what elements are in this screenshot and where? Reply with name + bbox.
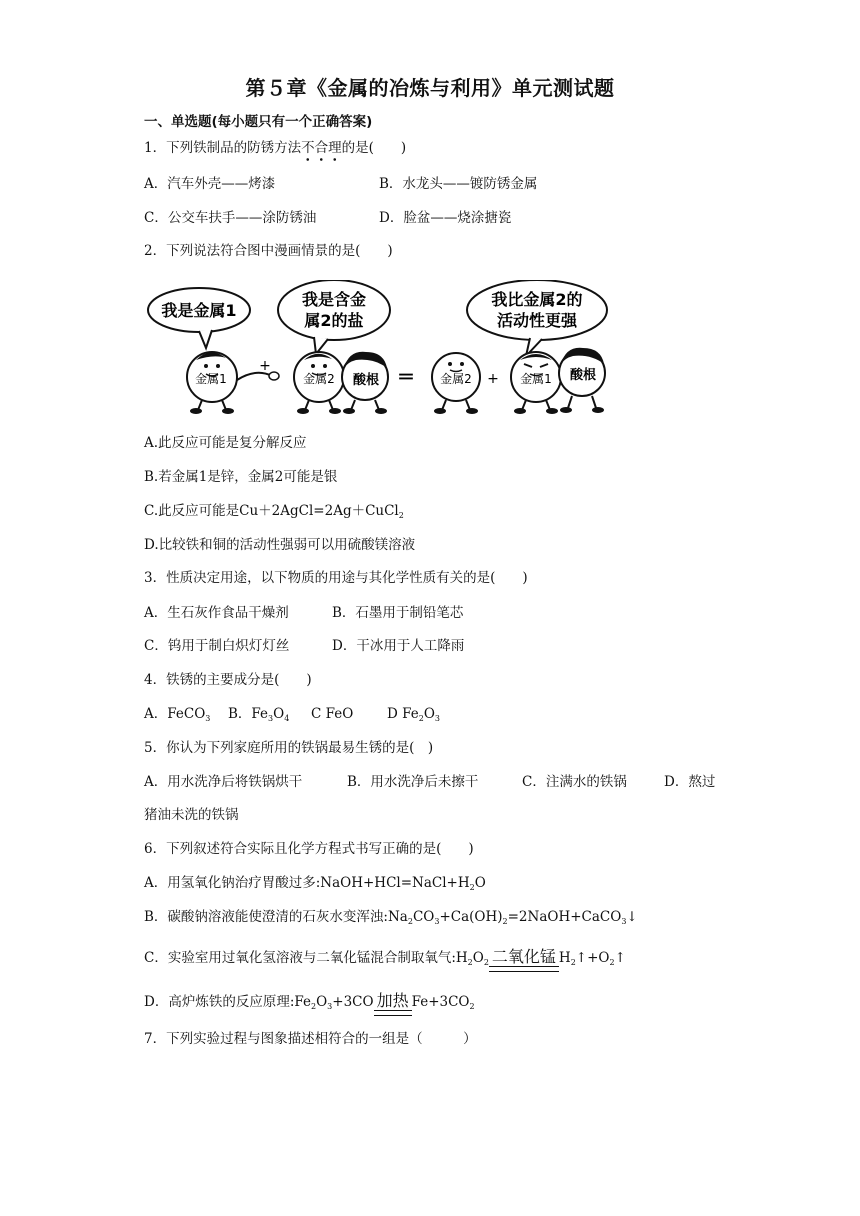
question-4-stem: 4．铁锈的主要成分是( ) [144, 672, 312, 688]
stem-text: 的是( ) [341, 140, 407, 156]
option-d: D．脸盆——烧涂搪瓷 [379, 210, 512, 226]
bubble-tail [199, 330, 212, 348]
page-title: 第５章《金属的冶炼与利用》单元测试题 [245, 76, 615, 100]
question-6-stem: 6．下列叙述符合实际且化学方程式书写正确的是( ) [144, 841, 474, 857]
option-text: C.此反应可能是Cu＋2AgCl=2Ag＋CuCl [144, 503, 399, 519]
section-heading: 一、单选题(每小题只有一个正确答案) [144, 114, 373, 130]
speech-bubble [467, 280, 607, 340]
metal-2-product-label: 金属2 [440, 372, 472, 386]
question-2-option-a: A.此反应可能是复分解反应 [144, 435, 307, 451]
acid-root-product-character [559, 348, 605, 413]
metal-1-label: 金属1 [195, 372, 227, 386]
option-b: B．$Fe_3O_4$ [228, 706, 290, 723]
bubble-2-line-1: 我是含金 [301, 290, 367, 309]
acid-root-product-label: 酸根 [569, 368, 597, 383]
question-5-option-d-continued: 猪油未洗的铁锅 [144, 807, 239, 823]
reaction-condition: 二氧化锰 [489, 949, 559, 972]
plus-sign: + [259, 358, 271, 374]
bubble-3-line-1: 我比金属2的 [491, 290, 583, 309]
question-6-option-a: A．用氢氧化钠治疗胃酸过多$:NaOH+HCl=NaCl+H_2O$ [144, 875, 486, 892]
question-3-options-row-1 [144, 604, 463, 622]
question-5-options [144, 773, 715, 791]
question-2-stem: 2．下列说法符合图中漫画情景的是( ) [144, 243, 393, 259]
option-b: B．用水洗净后未擦干 [347, 774, 479, 790]
question-5-stem: 5．你认为下列家庭所用的铁锅最易生锈的是( ) [144, 740, 434, 756]
metal-2-product-character [432, 353, 480, 414]
question-1-options-row-1 [144, 175, 537, 193]
metal-1-product-label: 金属1 [520, 372, 552, 386]
option-a: A．生石灰作食品干燥剂 [144, 605, 289, 621]
comic-illustration [144, 280, 614, 415]
speech-bubble [278, 280, 390, 340]
question-2-option-b: B.若金属1是锌，金属2可能是银 [144, 469, 338, 485]
equals-sign: ═ [399, 365, 413, 390]
acid-root-label: 酸根 [352, 373, 380, 388]
question-6-option-c: C．实验室用过氧化氢溶液与二氧化锰混合制取氧气$:H_2O_2$ 二氧化锰 $H_2↑+O_2↑$ [144, 949, 626, 972]
question-3-stem: 3．性质决定用途，以下物质的用途与其化学性质有关的是( ) [144, 570, 528, 586]
question-3-options-row-2 [144, 637, 464, 655]
metal-2-label: 金属2 [303, 372, 335, 386]
emphasis-text: 不合理 [301, 140, 342, 156]
question-2-option-d: D.比较铁和铜的活动性强弱可以用硫酸镁溶液 [144, 537, 416, 553]
option-c: C．注满水的铁锅 [522, 774, 627, 790]
option-a: A．FeCO$_3$ [144, 706, 211, 723]
option-c: C FeO [311, 706, 354, 722]
metal-1-product-character [511, 352, 561, 414]
question-6-option-d: D．高炉炼铁的反应原理$:Fe_2O_3+3CO$ 加热 $Fe+3CO_2$ [144, 993, 475, 1016]
bubble-2-line-2: 属2的盐 [304, 311, 364, 330]
question-6-option-b: B．碳酸钠溶液能使澄清的石灰水变浑浊$:Na_2CO_3+Ca(OH)_2=2NaOH+CaCO_3↓$ [144, 909, 638, 926]
question-1-options-row-2 [144, 209, 511, 227]
acid-root-character [342, 352, 388, 414]
question-2-option-c [144, 502, 404, 525]
option-b: B．石墨用于制铅笔芯 [332, 605, 464, 621]
bubble-1-text: 我是金属1 [161, 301, 237, 320]
option-a: A．汽车外壳——烤漆 [144, 176, 276, 192]
option-c: C．钨用于制白炽灯灯丝 [144, 638, 290, 654]
option-d: D．熬过 [664, 774, 716, 790]
option-a: A．用水洗净后将铁锅烘干 [144, 774, 303, 790]
question-4-options [144, 705, 440, 728]
subscript: 2 [398, 511, 404, 520]
reaction-condition: 加热 [374, 993, 412, 1016]
bubble-3-line-2: 活动性更强 [496, 311, 578, 330]
option-b: B．水龙头——镀防锈金属 [379, 176, 538, 192]
metal-2-character [294, 352, 344, 414]
question-7-stem: 7．下列实验过程与图象描述相符合的一组是（ ） [144, 1031, 477, 1047]
stem-text: 1．下列铁制品的防锈方法 [144, 140, 302, 156]
option-d: D $Fe_2O_3$ [387, 706, 440, 723]
option-d: D．干冰用于人工降雨 [332, 638, 465, 654]
question-1-stem [144, 139, 406, 157]
plus-sign: + [487, 371, 499, 387]
option-c: C．公交车扶手——涂防锈油 [144, 210, 317, 226]
